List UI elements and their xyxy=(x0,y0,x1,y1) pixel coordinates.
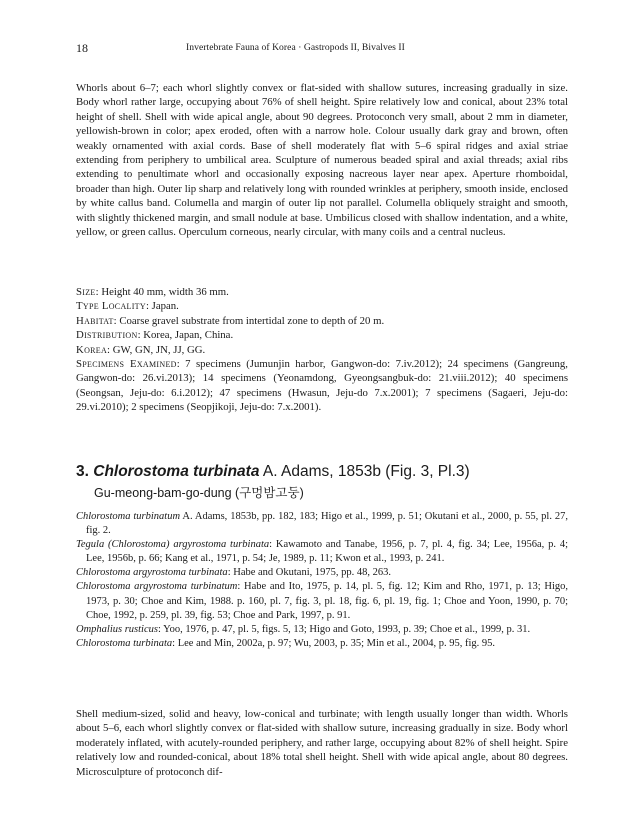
field-habitat: Habitat: Coarse gravel substrate from intertidal zone to depth of 20 m. xyxy=(76,314,385,327)
field-value: Japan. xyxy=(151,300,179,313)
description-paragraph-2: Shell medium-sized, solid and heavy, low-conical and turbinate; with length usually longer than width. Whorls about 5–6, each whorl slightly convex or flat-sided with shallow suture, increasing gradually in size. Body whorl moderately inflated, with acutely-rounded periphery, and rather large, occupying about 82% of shell height. Spire relatively low and rounded-conical, about 18% total shell height. Shell with wide apical angle, about 80 degrees. Microsculpture of protoconch dif- xyxy=(76,708,568,778)
field-distribution: Distribution: Korea, Japan, China. xyxy=(76,329,234,342)
field-type-locality: Type Locality: Japan. xyxy=(76,300,179,313)
synonymy-list xyxy=(76,510,568,651)
synonym-refs: A. Adams, 1853b, pp. 182, 183; Higo et al., 1999, p. 51; Okutani et al., 2000, p. 55, pl. 27, fig. 2. xyxy=(86,511,569,537)
species-title xyxy=(76,462,568,482)
synonym-refs: : Habe and Okutani, 1975, pp. 48, 263. xyxy=(227,567,391,579)
page-header xyxy=(76,41,568,57)
field-korea: Korea: GW, GN, JN, JJ, GG. xyxy=(76,343,206,356)
field-value: Korea, Japan, China. xyxy=(143,329,234,342)
synonym-name: Tegula (Chlorostoma) argyrostoma turbinata xyxy=(76,539,270,551)
synonym-refs: : Habe and Ito, 1975, p. 14, pl. 5, fig. 12; Kim and Rho, 1971, p. 13; Higo, 1973, p. 30; Choe and Kim, 1988. p. 160, pl. 7, fig. 3, pl. 18, fig. 6, pl. 19, fig. 1; Choe and Yoon, 1990, p. 70; Choe, 1992, p. 259, pl. 39, fig. 53; Choe and Park, 1997, p. 91. xyxy=(86,581,568,621)
species-heading xyxy=(76,462,568,500)
species-name: Chlorostoma turbinata xyxy=(93,463,260,480)
description-paragraph: Whorls about 6–7; each whorl slightly convex or flat-sided with shallow sutures, increasing gradually in size. Body whorl rather large, occupying about 76% of shell height. Spire relatively low and conical, about 23% total height of shell. Shell with wide apical angle, about 90 degrees. Protoconch very small, about 2 mm in diameter, yellowish-brown in color; apex eroded, often with a narrow hole. Colour usually dark gray and brown, often weakly ornamented with axial cords. Base of shell moderately flat with 5–6 spiral ridges and axial striae extending from periphery to umbilical area. Sculpture of numerous beaded spiral and axial threads; axial ribs extending to penultimate whorl and occasionally exposing nacreous layer near apex. Aperture rhomboidal, broader than high. Outer lip sharp and relatively long with rounded wrinkles at periphery, smooth inside, enclosed by white callus band. Columella and margin of outer lip not parallel. Columella obliquely straight and smooth, with slightly thickened margin, and small nodule at base. Umbilicus closed with shallow indentation, and a white, yellow, or green callus. Operculum corneous, nearly circular, with many coils and a central nucleus. xyxy=(76,82,568,239)
species-author: A. Adams, 1853b (Fig. 3, Pl.3) xyxy=(262,463,470,480)
species-number: 3. xyxy=(76,463,89,480)
field-key: Korea xyxy=(76,343,108,356)
running-title: Invertebrate Fauna of Korea · Gastropods II, Bivalves II xyxy=(186,42,405,53)
field-value: GW, GN, JN, JJ, GG. xyxy=(112,343,206,356)
synonym-name: Chlorostoma argyrostoma turbinatum xyxy=(76,581,238,593)
field-key: Specimens Examined xyxy=(76,358,177,371)
synonym-name: Chlorostoma turbinata xyxy=(76,637,173,649)
synonym-refs: : Lee and Min, 2002a, p. 97; Wu, 2003, p. 35; Min et al., 2004, p. 95, fig. 95. xyxy=(172,637,495,649)
field-key: Habitat xyxy=(76,314,114,327)
synonym-entry xyxy=(76,566,568,580)
synonym-name: Omphalius rusticus xyxy=(76,623,158,635)
page-number: 18 xyxy=(76,41,88,55)
field-key: Distribution xyxy=(76,329,138,342)
field-value: Coarse gravel substrate from intertidal zone to depth of 20 m. xyxy=(119,314,385,327)
synonym-name: Chlorostoma argyrostoma turbinata xyxy=(76,567,228,579)
field-specimens-examined: Specimens Examined: 7 specimens (Jumunjin harbor, Gangwon-do: 7.iv.2012); 24 specimens (Gangreung, Gangwon-do: 26.vi.2013); 14 specimens (Yeonamdong, Gyeongsangbuk-do: 21.viii.2012); 40 specimens (Seongsan, Jeju-do: 6.i.2012); 47 specimens (Hwasun, Jeju-do 7.x.2001); 7 specimens (Sagaeri, Jeju-do: 29.vi.2010); 2 specimens (Seopjikoji, Jeju-do: 7.x.2001). xyxy=(76,358,568,414)
field-key: Size xyxy=(76,286,96,298)
synonym-refs: : Yoo, 1976, p. 47, pl. 5, figs. 5, 13; Higo and Goto, 1993, p. 39; Choe et al., 1999, p. 31. xyxy=(157,623,531,635)
vernacular-name: Gu-meong-bam-go-dung (구멍밤고둥) xyxy=(94,486,304,500)
species-fields xyxy=(76,285,568,415)
synonym-entry xyxy=(76,538,568,566)
field-key: Type Locality xyxy=(76,300,146,313)
synonym-entry xyxy=(76,580,568,622)
synonym-entry xyxy=(76,623,568,637)
synonym-refs: : Kawamoto and Tanabe, 1956, p. 7, pl. 4, fig. 34; Lee, 1956a, p. 4; Lee, 1956b, p. 66; Kang et al., 1971, p. 54; Je, 1989, p. 11; Kwon et al., 1993, p. 241. xyxy=(86,539,568,565)
field-value: Height 40 mm, width 36 mm. xyxy=(101,286,229,298)
field-size: Size: Height 40 mm, width 36 mm. xyxy=(76,286,229,298)
synonym-name: Chlorostoma turbinatum xyxy=(76,511,181,522)
field-value: 7 specimens (Jumunjin harbor, Gangwon-do: 7.iv.2012); 24 specimens (Gangreung, Gangwon-do: 26.vi.2013); 14 specimens (Yeonamdong, Gyeongsangbuk-do: 21.viii.2012); 40 specimens (Seongsan, Jeju-do: 6.i.2012); 47 specimens (Hwasun, Jeju-do 7.x.2001); 7 specimens (Sagaeri, Jeju-do: 29.vi.2010); 2 specimens (Seopjikoji, Jeju-do: 7.x.2001). xyxy=(76,358,568,414)
synonym-entry xyxy=(76,510,568,538)
synonym-entry xyxy=(76,637,568,651)
